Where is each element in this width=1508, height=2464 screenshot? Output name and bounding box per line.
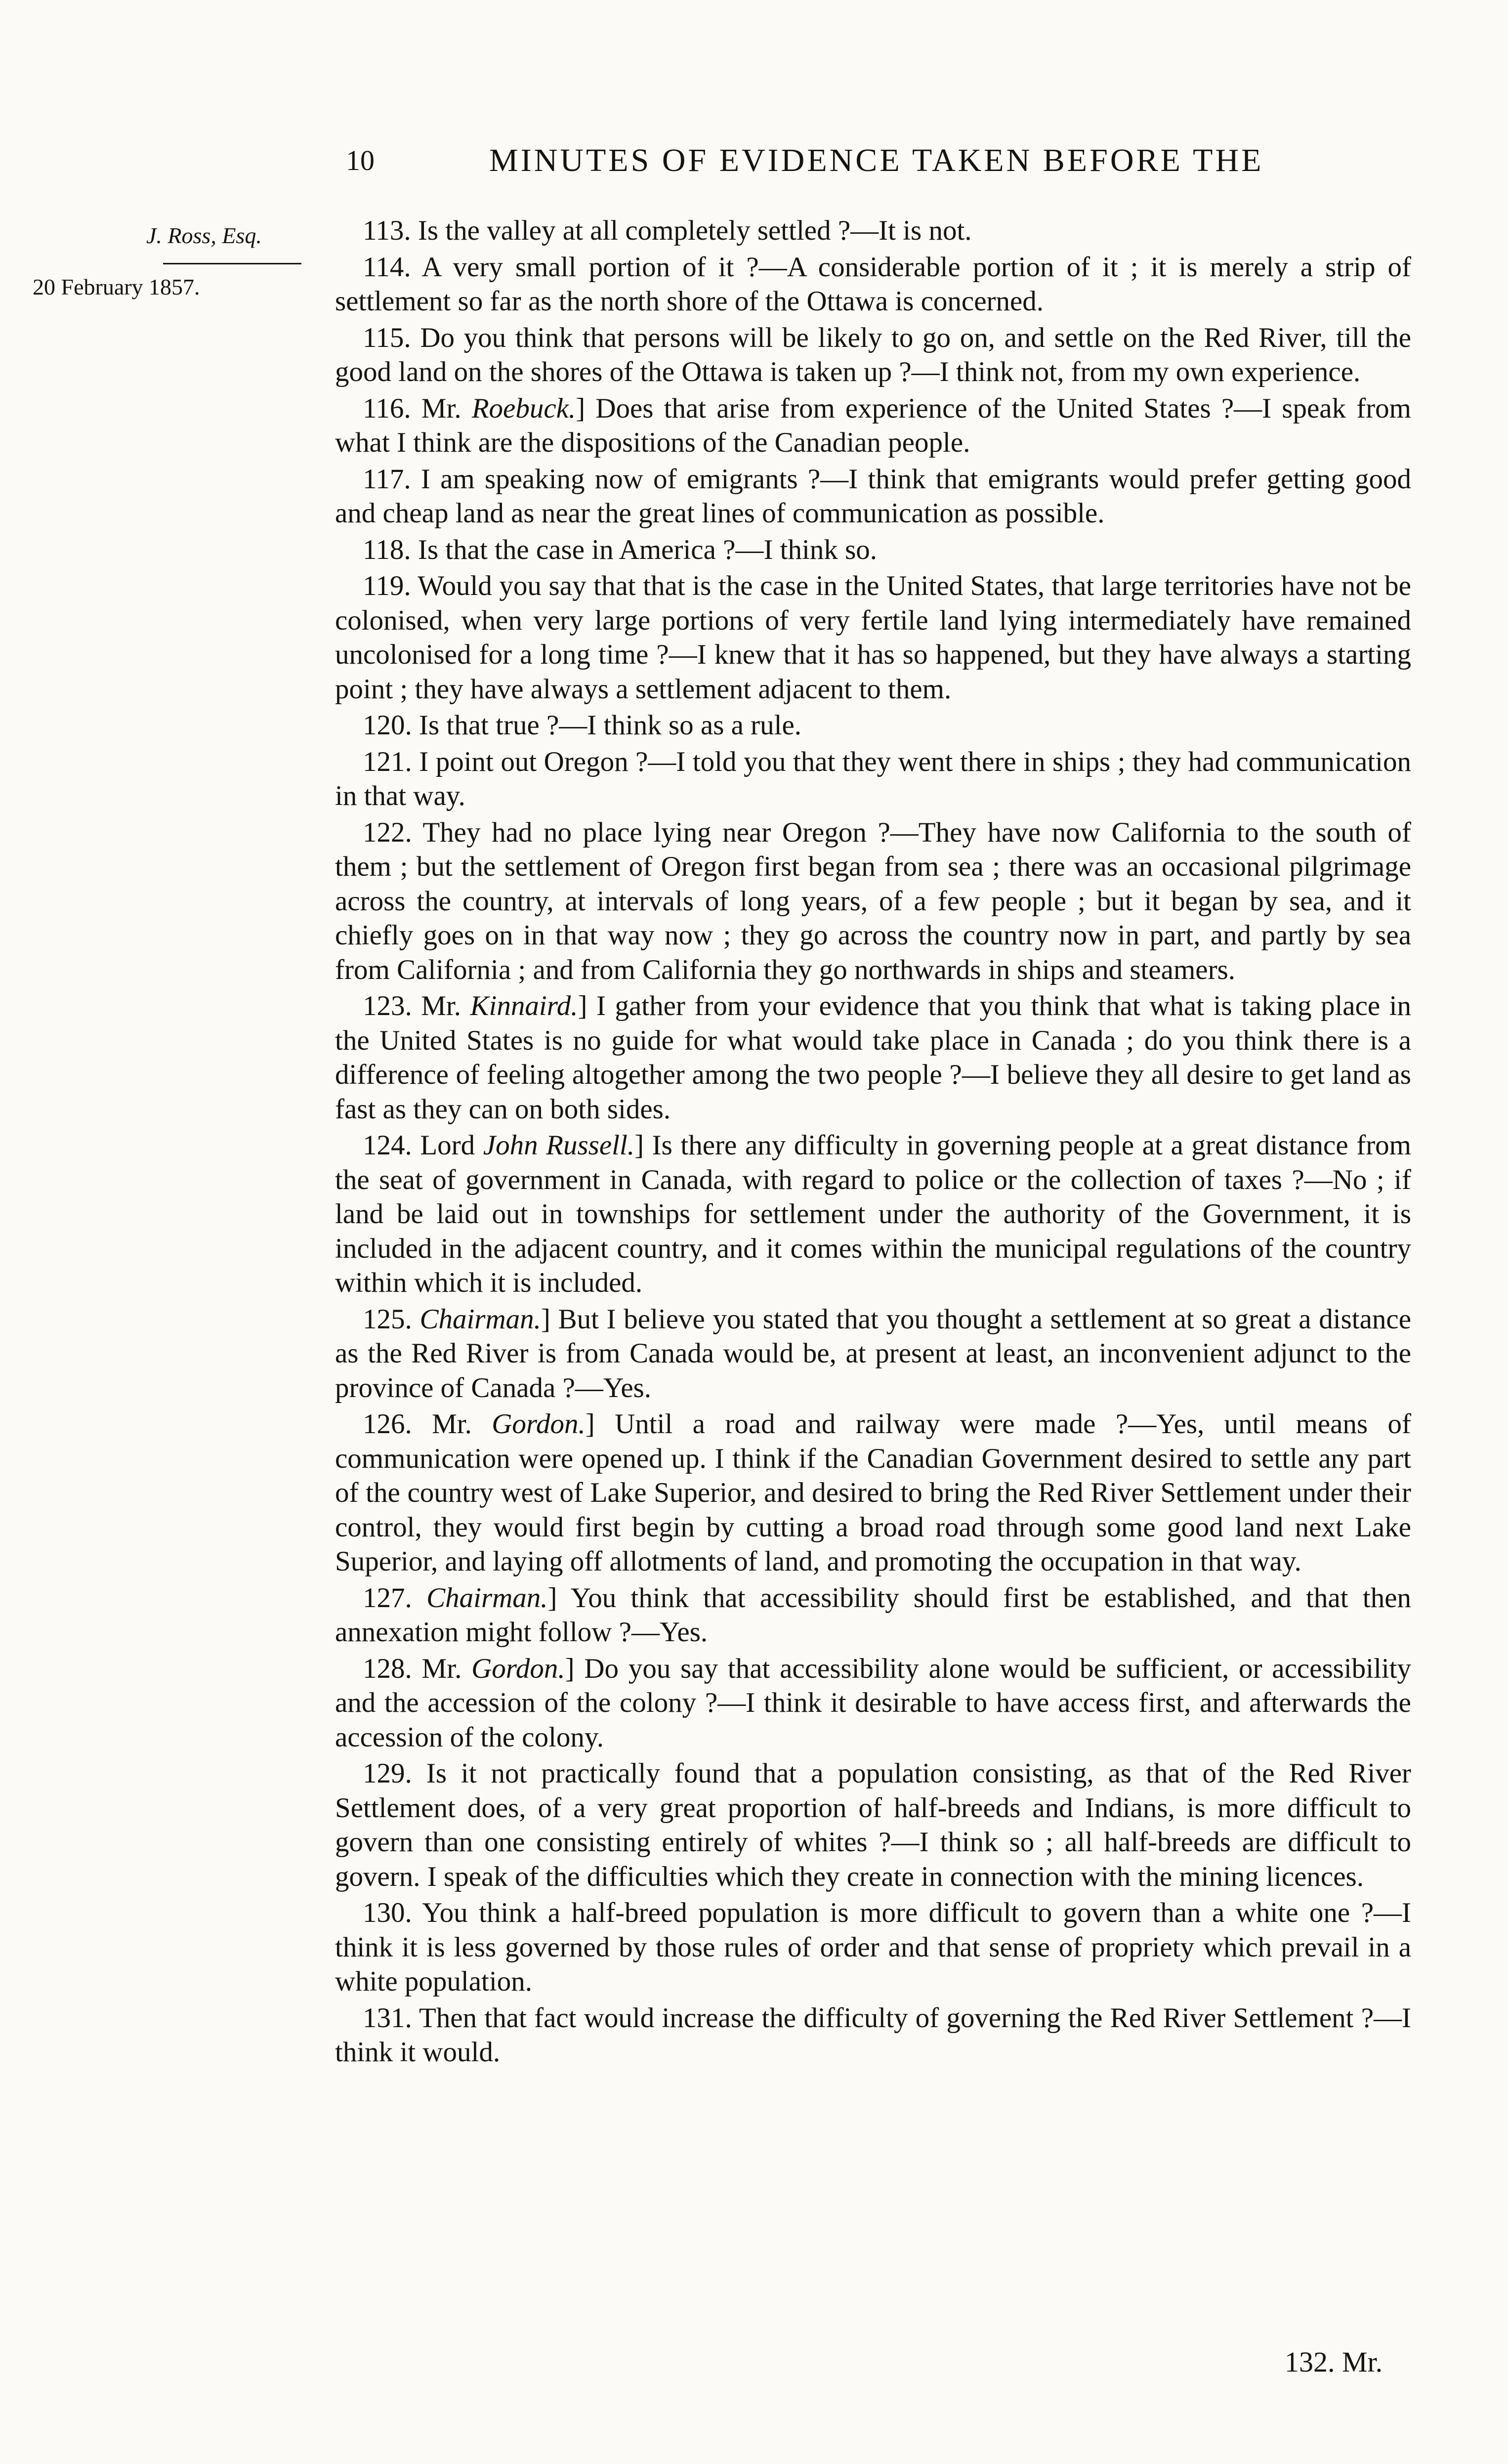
speaker-label: Lord John Russell.] [420,1130,644,1161]
question-number: 125. [363,1303,412,1335]
question-paragraph [335,708,1411,743]
question-number: 128. [363,1653,412,1684]
question-paragraph [335,1407,1411,1579]
question-number: 124. [363,1130,412,1161]
question-paragraph [335,391,1411,460]
margin-rule [163,263,301,264]
question-paragraph [335,1756,1411,1894]
question-text: You think that accessibility should first be established, and that then annexation might follow ?—Yes. [335,1582,1411,1648]
question-text: A very small portion of it ?—A considerable portion of it ; it is merely a strip of settlement so far as the north shore of the Ottawa is concerned. [335,251,1411,317]
question-number: 126. [363,1408,412,1440]
question-number: 114. [363,251,411,283]
question-number: 121. [363,746,412,777]
question-paragraph [335,1302,1411,1405]
margin-witness: J. Ross, Esq. [146,223,262,248]
question-text: Is it not practically found that a population consisting, as that of the Red River Settlement does, of a very great proportion of half-breeds and Indians, is more difficult to govern than one consisting entirely of whites ?—I think so ; all half-breeds are difficult to govern. I speak of the difficulties which they create in connection with the mining licences. [335,1758,1411,1892]
question-paragraph [335,213,1411,248]
question-text: They had no place lying near Oregon ?—They have now California to the south of them ; but the settlement of Oregon first began from sea ; there was an occasional pilgrimage across the country, at intervals of long years, of a few people ; but it began by sea, and it chiefly goes on in that way now ; they go across the country now in part, and partly by sea from California ; and from California they go northwards in ships and steamers. [335,816,1411,985]
question-text: Is the valley at all completely settled ?—It is not. [418,215,972,246]
question-number: 117. [363,463,411,495]
question-paragraph [335,250,1411,319]
body-text [335,213,1411,2072]
question-paragraph [335,533,1411,567]
question-number: 129. [363,1758,412,1789]
question-number: 115. [363,322,411,353]
question-text: Do you think that persons will be likely to go on, and settle on the Red River, till the good land on the shores of the Ottawa is taken up ?—I think not, from my own experience. [335,322,1412,387]
speaker-label: Chairman.] [419,1303,550,1335]
question-paragraph [335,2001,1411,2070]
question-text: Does that arise from experience of the United States ?—I speak from what I think are the dispositions of the Canadian people. [335,392,1412,458]
question-number: 118. [363,534,411,565]
speaker-label: Mr. Gordon.] [432,1408,595,1440]
question-number: 116. [363,392,411,424]
question-paragraph [335,745,1411,813]
question-paragraph [335,1896,1411,1999]
speaker-label: Chairman.] [426,1582,557,1614]
question-paragraph [335,989,1411,1126]
question-text: Is that true ?—I think so as a rule. [419,710,802,741]
question-text: Is that the case in America ?—I think so. [418,534,878,565]
speaker-label: Mr. Kinnaird.] [421,990,587,1021]
question-text: I gather from your evidence that you think that what is taking place in the United States is no guide for what would take place in Canada ; do you think there is a difference of feeling altogether among the two people ?—I believe they all desire to get land as fast as they can on both sides. [335,990,1412,1125]
question-paragraph [335,1652,1411,1755]
question-number: 131. [363,2002,412,2034]
speaker-label: Mr. Gordon.] [421,1653,575,1684]
question-number: 113. [363,215,411,246]
running-head: MINUTES OF EVIDENCE TAKEN BEFORE THE [489,142,1264,178]
question-paragraph [335,1128,1411,1300]
speaker-label: Mr. Roebuck.] [421,392,586,424]
question-text: Is there any difficulty in governing people at a great distance from the seat of government in Canada, with regard to police or the collection of taxes ?—No ; if land be laid out in townships for settlement under the authority of the Government, it is included in the adjacent country, and it comes within the municipal regulations of the country within which it is included. [335,1130,1412,1298]
question-number: 123. [363,990,412,1021]
question-number: 127. [363,1582,412,1614]
page-number: 10 [346,144,375,176]
question-text: You think a half-breed population is more difficult to govern than a white one ?—I think it is less governed by those rules of order and that sense of propriety which prevail in a white population. [335,1897,1411,1997]
question-text: Would you say that that is the case in the United States, that large territories have not be colonised, when very large portions of very fertile land lying intermediately have remained uncolonised for a long time ?—I knew that it has so happened, but they have always a starting point ; they have always a settlement adjacent to them. [335,570,1411,705]
catchword: 132. Mr. [1285,2346,1383,2378]
question-text: I am speaking now of emigrants ?—I think that emigrants would prefer getting good and cheap land as near the great lines of communication as possible. [335,463,1412,529]
question-text: Until a road and railway were made ?—Yes, until means of communication were opened up. I think if the Canadian Government desired to settle any part of the country west of Lake Superior, and desired to bring the Red River Settlement under their control, they would first begin by cutting a broad road through some good land next Lake Superior, and laying off allotments of land, and promoting the occupation in that way. [335,1408,1412,1577]
question-paragraph [335,1581,1411,1650]
question-paragraph [335,569,1411,706]
question-number: 120. [363,710,412,741]
question-text: Do you say that accessibility alone would be sufficient, or accessibility and the accession of the colony ?—I think it desirable to have access first, and afterwards the accession of the colony. [335,1653,1412,1753]
question-text: But I believe you stated that you thought a settlement at so great a distance as the Red River is from Canada would be, at present at least, an inconvenient adjunct to the province of Canada ?—Yes. [335,1303,1412,1403]
question-paragraph [335,815,1411,987]
margin-date: 20 February 1857. [33,274,200,299]
question-number: 130. [363,1897,412,1928]
question-number: 122. [363,816,412,848]
question-text: I point out Oregon ?—I told you that they went there in ships ; they had communication in that way. [335,746,1411,811]
question-paragraph [335,321,1411,389]
question-text: Then that fact would increase the difficulty of governing the Red River Settlement ?—I think it would. [335,2002,1411,2068]
question-number: 119. [363,570,411,601]
question-paragraph [335,462,1411,531]
